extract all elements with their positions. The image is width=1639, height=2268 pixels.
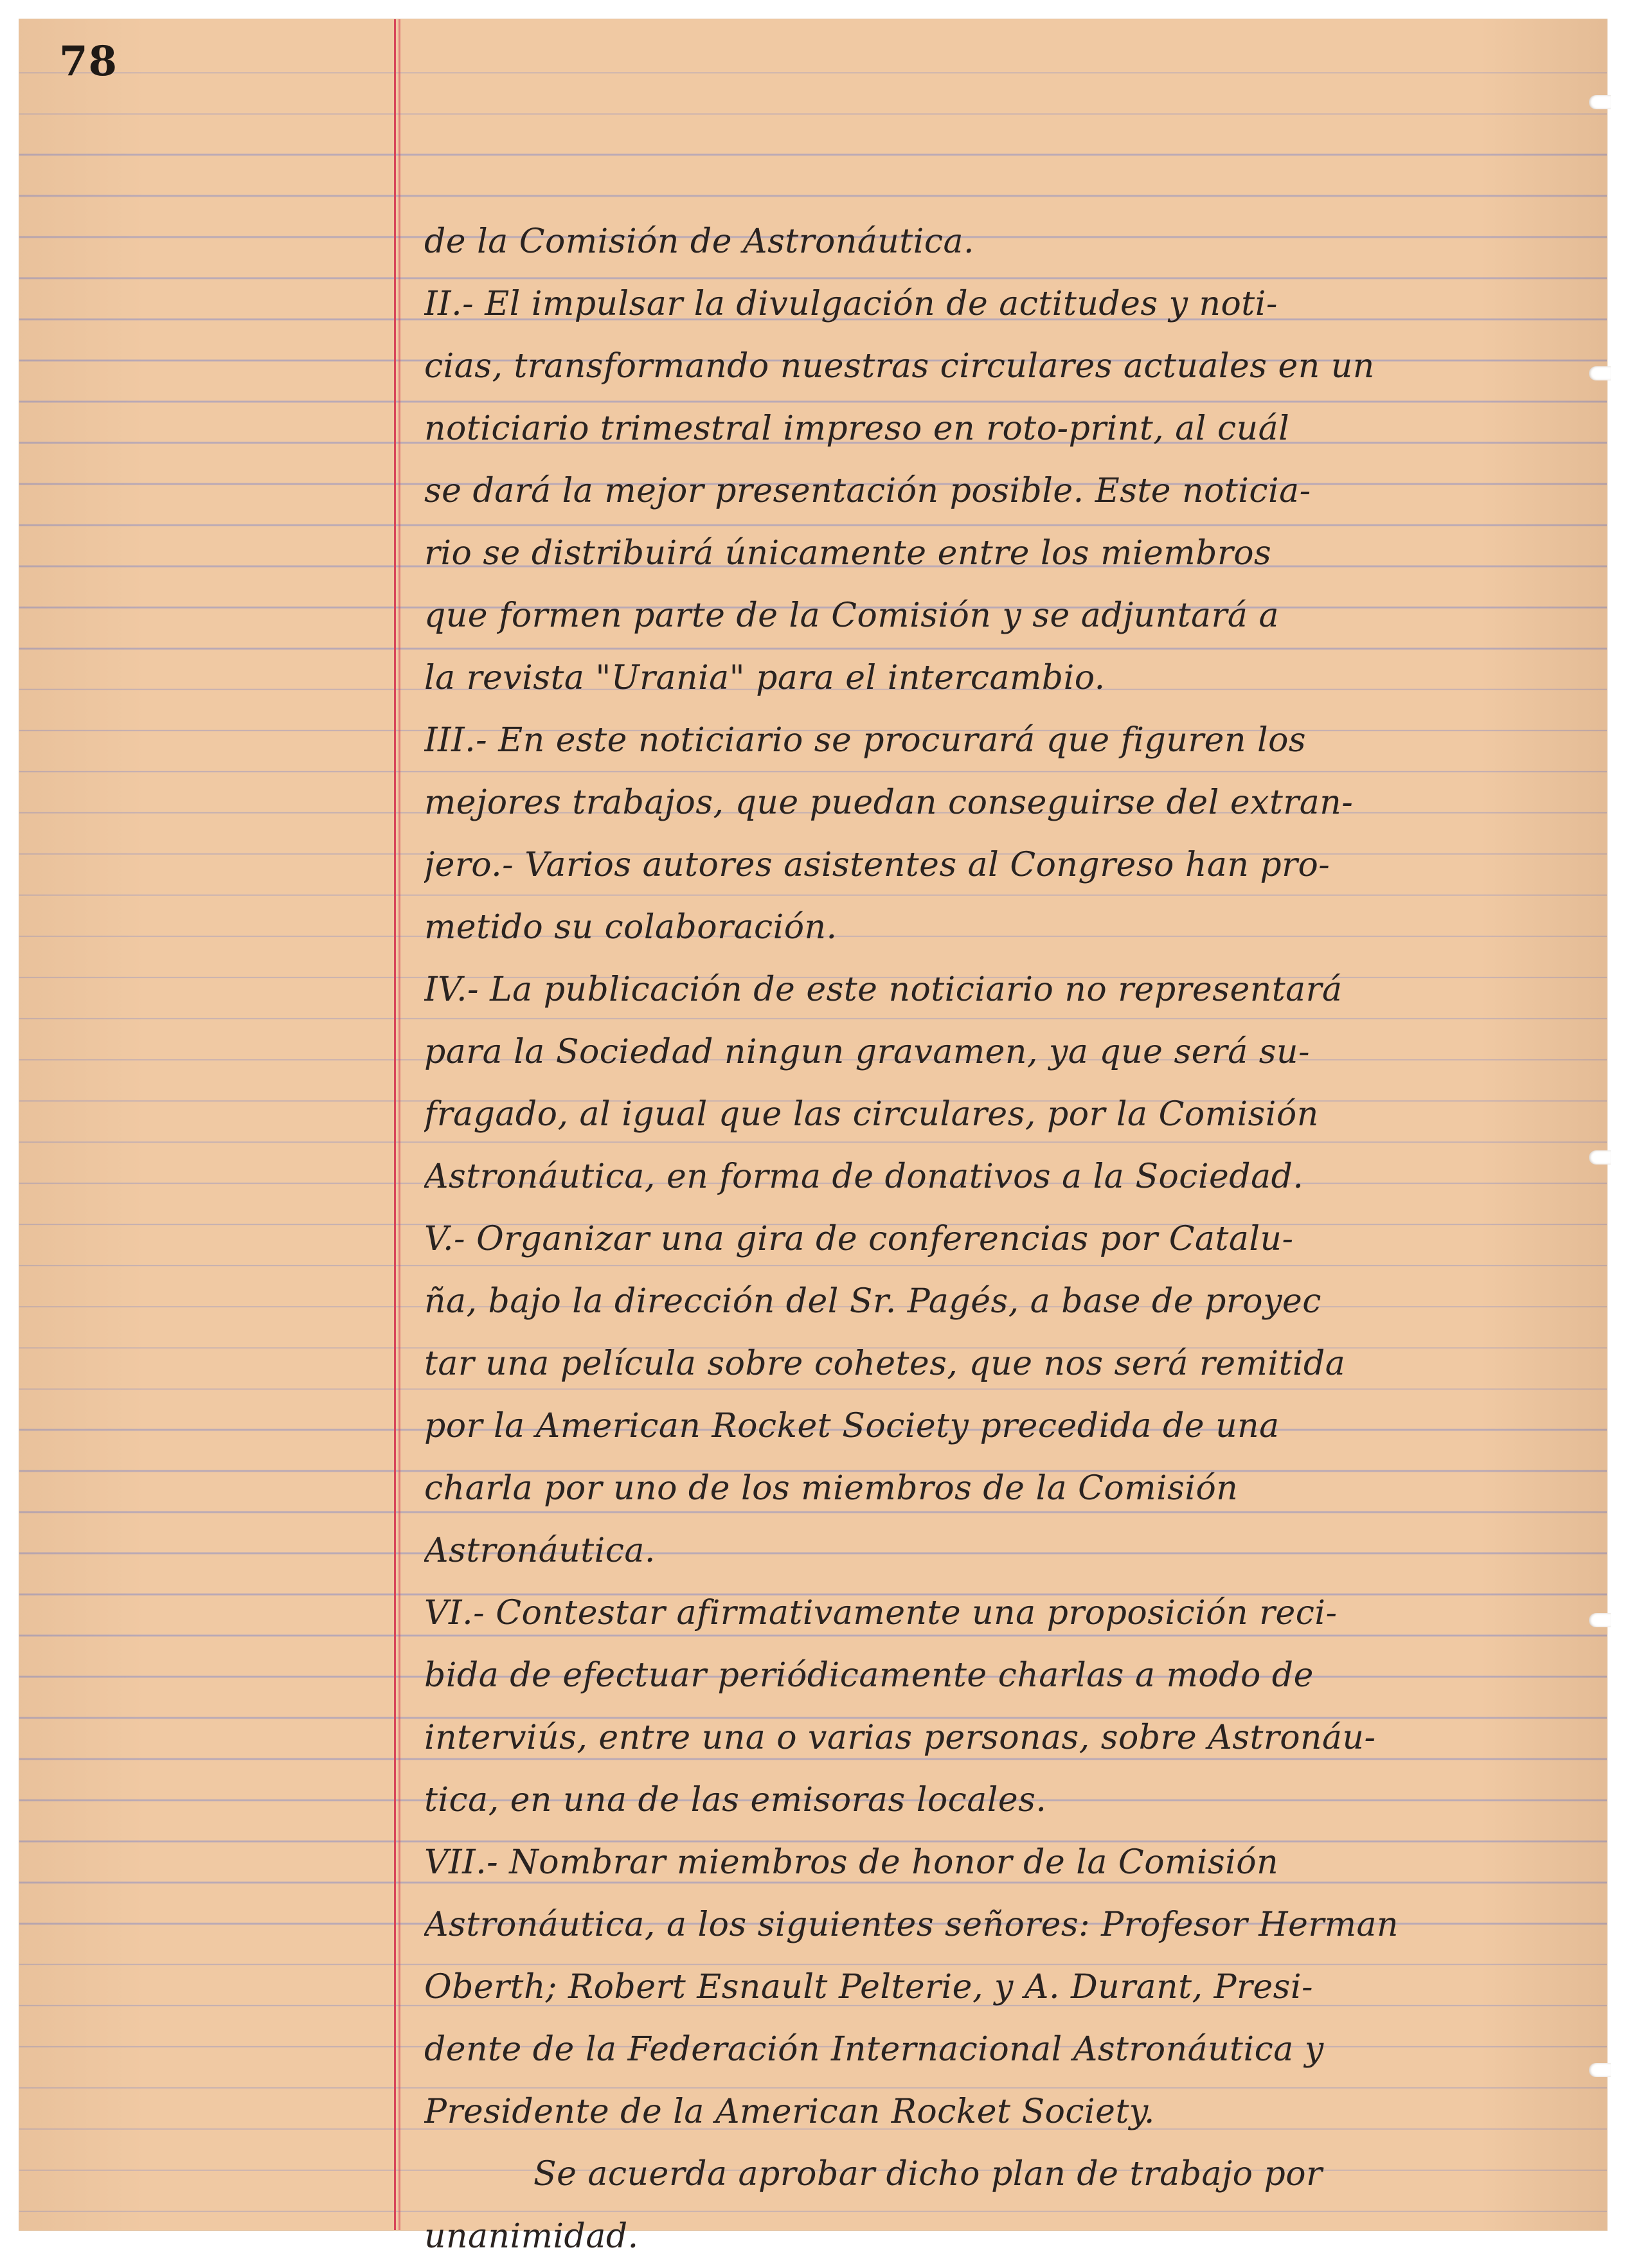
text-line: VII.- Nombrar miembros de honor de la Comisión xyxy=(424,1843,1279,1882)
text-line: VI.- Contestar afirmativamente una proposición reci- xyxy=(424,1594,1338,1632)
text-line: fragado, al igual que las circulares, por la Comisión xyxy=(424,1095,1319,1134)
text-line: unanimidad. xyxy=(424,2217,639,2256)
text-line: interviús, entre una o varias personas, sobre Astronáu- xyxy=(424,1719,1376,1757)
text-line: Astronáutica. xyxy=(424,1531,656,1570)
text-line: dente de la Federación Internacional Astronáutica y xyxy=(424,2030,1324,2069)
red-margin-line xyxy=(394,19,396,2230)
text-line: II.- El impulsar la divulgación de actitudes y noti- xyxy=(424,285,1278,323)
text-line: que formen parte de la Comisión y se adjuntará a xyxy=(424,596,1279,635)
text-line: charla por uno de los miembros de la Comisión xyxy=(424,1469,1239,1508)
page-number: 78 xyxy=(59,37,118,85)
text-line: tar una película sobre cohetes, que nos será remitida xyxy=(424,1344,1346,1383)
handwritten-text xyxy=(424,211,1607,2268)
text-line: se dará la mejor presentación posible. Este noticia- xyxy=(424,472,1311,510)
text-line: Presidente de la American Rocket Society. xyxy=(424,2093,1155,2131)
text-line: bida de efectuar periódicamente charlas a modo de xyxy=(424,1656,1314,1695)
text-line: Oberth; Robert Esnault Pelterie, y A. Durant, Presi- xyxy=(424,1968,1314,2006)
text-line: de la Comisión de Astronáutica. xyxy=(424,222,974,261)
text-line: mejores trabajos, que puedan conseguirse del extran- xyxy=(424,783,1354,822)
text-line: por la American Rocket Society precedida de una xyxy=(424,1407,1280,1445)
notebook-page xyxy=(19,19,1607,2256)
text-line: Se acuerda aprobar dicho plan de trabajo por xyxy=(533,2155,1323,2193)
binding-hole xyxy=(1589,95,1611,109)
text-line: Astronáutica, en forma de donativos a la Sociedad. xyxy=(424,1157,1304,1196)
text-line: metido su colaboración. xyxy=(424,908,837,947)
text-line: tica, en una de las emisoras locales. xyxy=(424,1781,1047,1819)
text-line: para la Sociedad ningun gravamen, ya que será su- xyxy=(424,1033,1311,1071)
text-line: IV.- La publicación de este noticiario no representará xyxy=(424,970,1343,1009)
text-line: la revista "Urania" para el intercambio. xyxy=(424,659,1106,697)
text-line: V.- Organizar una gira de conferencias por Catalu- xyxy=(424,1220,1294,1258)
text-line: jero.- Varios autores asistentes al Congreso han pro- xyxy=(424,846,1330,884)
text-line: cias, transformando nuestras circulares actuales en un xyxy=(424,347,1375,386)
text-line: III.- En este noticiario se procurará que figuren los xyxy=(424,721,1307,760)
text-line: Astronáutica, a los siguientes señores: Profesor Herman xyxy=(424,1906,1399,1944)
text-line: rio se distribuirá únicamente entre los miembros xyxy=(424,534,1272,573)
text-line: noticiario trimestral impreso en roto-print, al cuál xyxy=(424,409,1290,448)
text-line: ña, bajo la dirección del Sr. Pagés, a base de proyec xyxy=(424,1282,1321,1321)
